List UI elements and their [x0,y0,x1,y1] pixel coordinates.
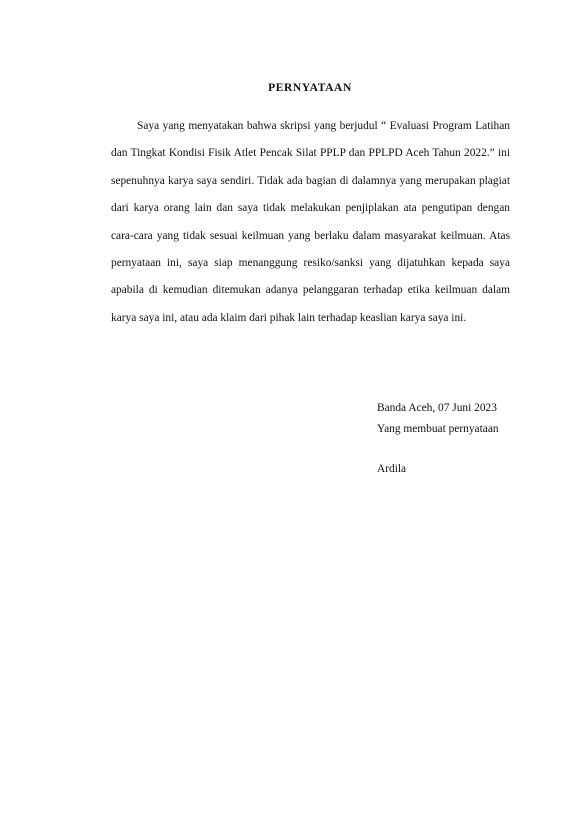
statement-paragraph: Saya yang menyatakan bahwa skripsi yang berjudul “ Evaluasi Program Latihan dan Tingkat Kondisi Fisik Atlet Pencak Silat PPLP dan PPLPD Aceh Tahun 2022.” ini sepenuhnya karya saya sendiri. Tidak ada bagian di dalamnya yang merupakan plagiat dari karya orang lain dan saya tidak melakukan penjiplakan ata pengutipan dengan cara-cara yang tidak sesuai keilmuan yang berlaku dalam masyarakat keilmuan. Atas pernyataan ini, saya siap menanggung resiko/sanksi yang dijatuhkan kepada saya apabila di kemudian ditemukan adanya pelanggaran terhadap etika keilmuan dalam karya saya ini, atau ada klaim dari pihak lain terhadap keaslian karya saya ini. [111,120,510,324]
document-title: PERNYATAAN [268,82,352,94]
signature-block [377,398,499,480]
signature-place-date: Banda Aceh, 07 Juni 2023 [377,402,497,414]
signature-name: Ardila [377,463,407,475]
signature-role: Yang membuat pernyataan [377,423,499,435]
